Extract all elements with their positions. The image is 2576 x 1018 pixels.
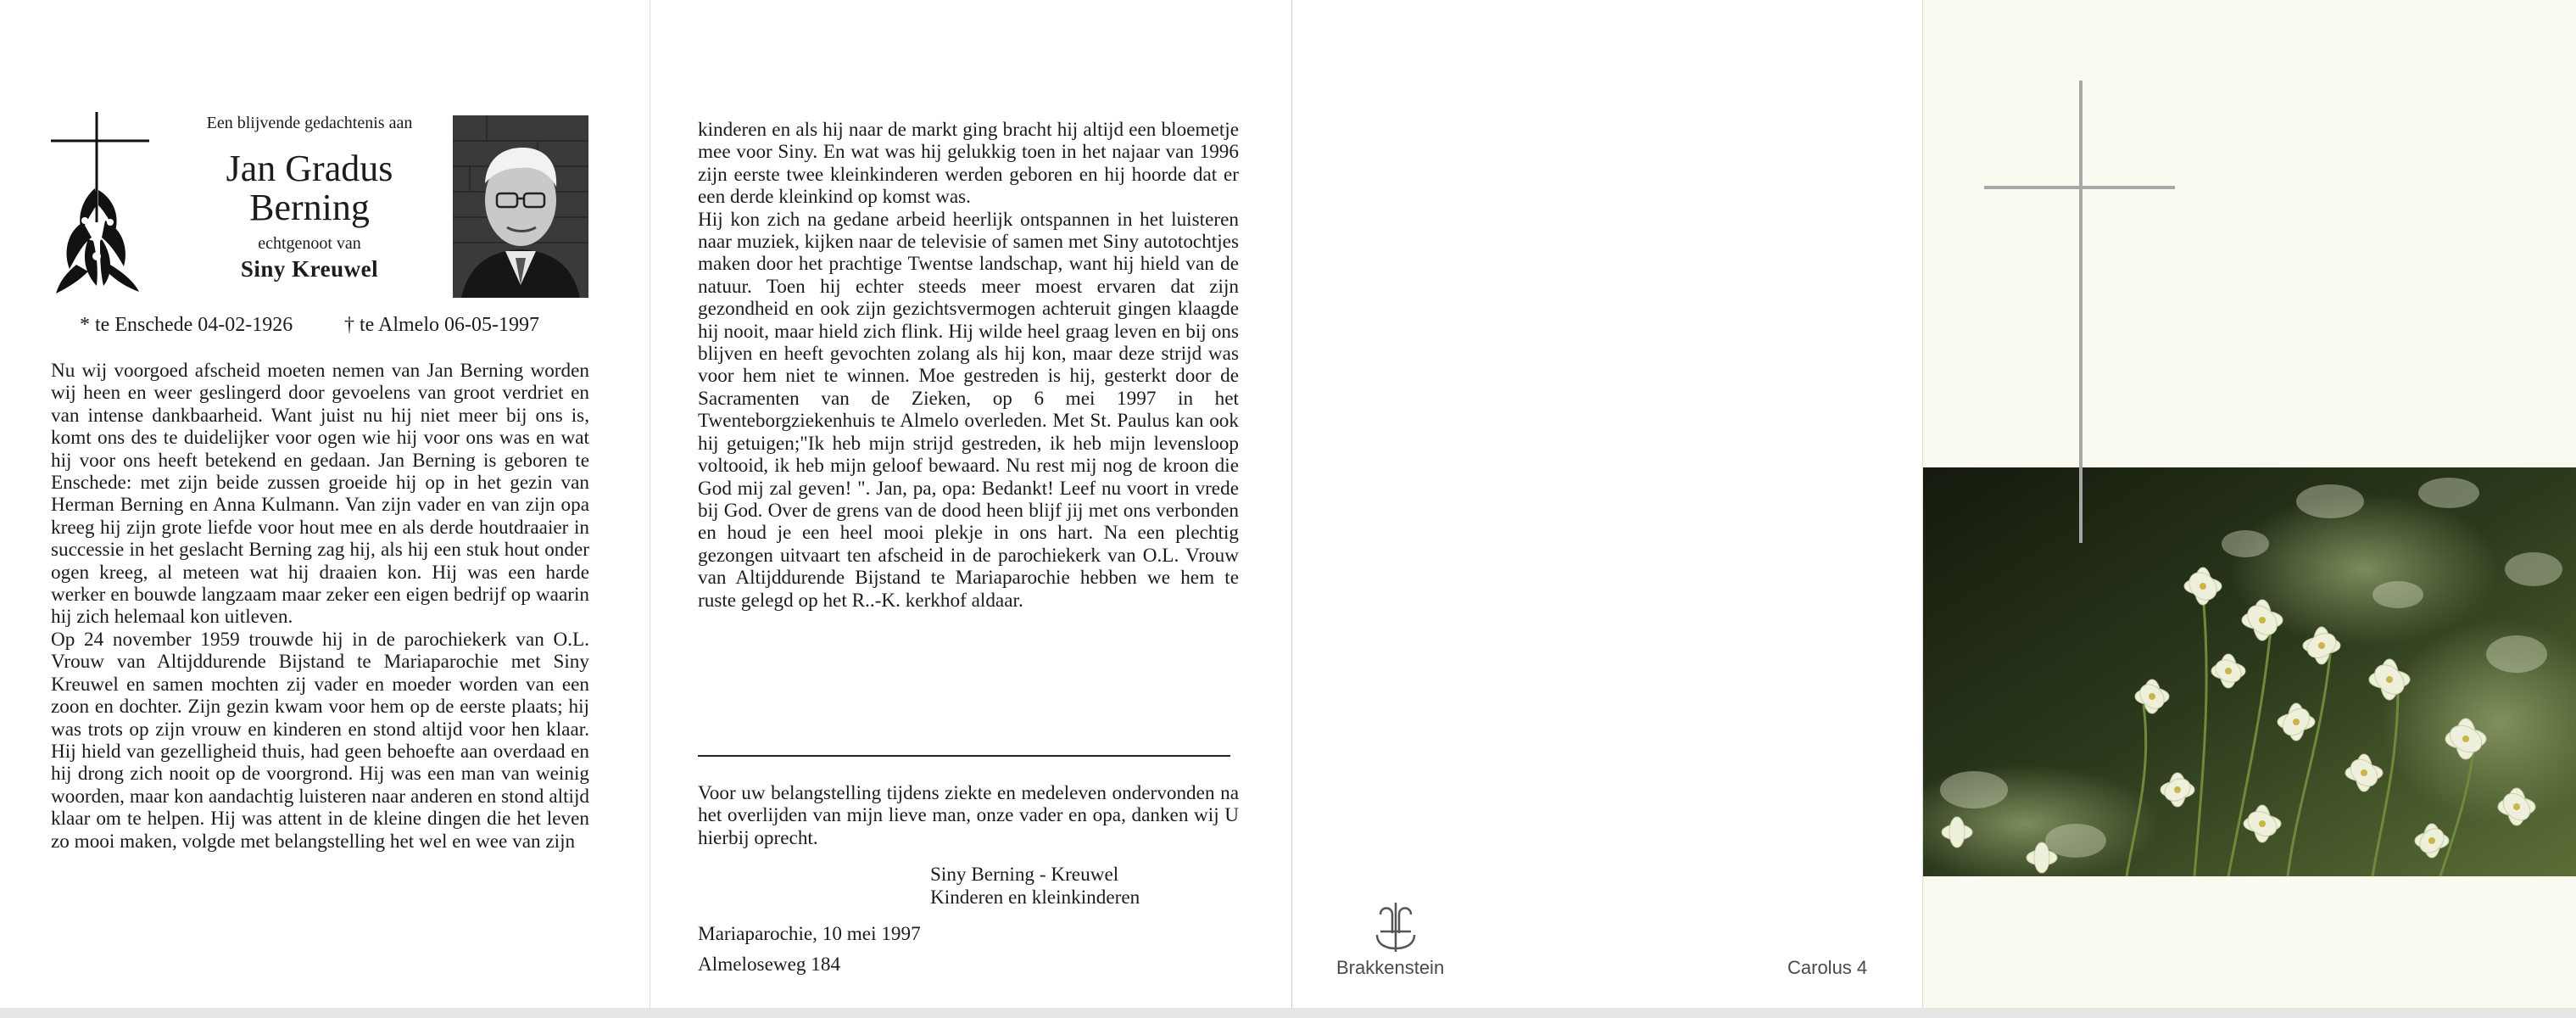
name-line-1: Jan Gradus [226, 148, 393, 189]
card-back [1292, 0, 1923, 1018]
paragraph: Nu wij voorgoed afscheid moeten nemen van Jan Berning worden wij heen en weer geslingerd door gevoelens van groot verdriet en van intense dankbaarheid. Want juist nu hij niet meer bij ons is, komt ons des te duidelijker voor ogen wie hij voor ons was en wat hij voor ons heeft betekend en gedaan. Jan Berning is geboren te Enschede: met zijn beide zussen groeide hij op in het gezin van Herman Berning en Anna Kulmann. Van zijn vader en van zijn opa kreeg hij zijn grote liefde voor hout mee en als derde houtdraaier in successie in het geslacht Berning zag hij, als hij een stuk hout onder ogen kreeg, al meteen wat hij draaien kon. Hij was een harde werker en bouwde langzaam maar zeker een eigen bedrijf op waarin hij zich helemaal kon uitleven. [51, 360, 589, 629]
signature-line-2: Kinderen en kleinkinderen [930, 887, 1140, 909]
intro-text: Een blijvende gedachtenis aan [206, 114, 413, 132]
address: Almeloseweg 184 [698, 954, 841, 976]
birth-date: * te Enschede 04-02-1926 [80, 314, 293, 336]
obituary-text-right [698, 119, 1239, 612]
death-date: † te Almelo 06-05-1997 [344, 314, 539, 336]
publisher-logo-icon [1372, 901, 1419, 954]
divider [698, 755, 1230, 757]
paragraph: kinderen en als hij naar de markt ging bracht hij altijd een bloemetje mee voor Siny. En wat was hij gelukkig toen in het najaar van 1996 zijn eerste twee kleinkinderen werden geboren en hij hoorde dat er een derde kleinkind op komst was. [698, 119, 1239, 209]
place-date: Mariaparochie, 10 mei 1997 [698, 923, 921, 945]
series-label: Carolus 4 [1787, 957, 1868, 978]
cross-lily-icon [51, 112, 153, 299]
publisher-name: Brakkenstein [1336, 957, 1445, 978]
scan-bottom-edge [0, 1008, 2576, 1018]
signature-line-1: Siny Berning - Kreuwel [930, 864, 1119, 886]
thanks-text: Voor uw belangstelling tijdens ziekte en medeleven ondervonden na het overlijden van mijn lieve man, onze vader en opa, danken wij U hierbij oprecht. [698, 782, 1239, 849]
name-line-2: Berning [249, 187, 370, 228]
obituary-text-left [51, 360, 589, 853]
portrait-photo [453, 115, 588, 298]
paragraph: Hij kon zich na gedane arbeid heerlijk ontspannen in het luisteren naar muziek, kijken naar de televisie of samen met Siny autotochtjes maken door het prachtige Twentse landschap, want hij hield van de natuur. Toen hij echter steeds meer moest ervaren dat zijn gezondheid en ook zijn gezichtsvermogen achteruit gingen klaagde hij nooit, maar hield zich flink. Hij wilde heel graag leven en bij ons blijven en heeft gevochten zolang als hij kon, maar deze strijd was voor hem niet te winnen. Moe gestreden is hij, gesterkt door de Sacramenten van de Zieken, op 6 mei 1997 in het Twenteborgziekenhuis te Almelo overleden. Met St. Paulus kan ook hij getuigen;"Ik heb mijn strijd gestreden, ik heb mijn levensloop voltooid, ik heb mijn geloof bewaard. Nu rest mij nog de kroon die God mij zal geven! ". Jan, pa, opa: Bedankt! Leef nu voort in vrede bij God. Over de grens van de dood heen blijf jij met ons verbonden en houd je een heel mooi plekje in ons hart. Na een plechtig gezongen uitvaart ten afscheid in de parochiekerk van O.L. Vrouw van Altijddurende Bijstand te Mariaparochie hebben we hem te ruste gelegd op het R..-K. kerkhof aldaar. [698, 208, 1239, 612]
spouse-name: Siny Kreuwel [240, 256, 379, 282]
paragraph: Op 24 november 1959 trouwde hij in de parochiekerk van O.L. Vrouw van Altijddurende Bijstand te Mariaparochie met Siny Kreuwel en samen mochten zij vader en moeder worden van een zoon en dochter. Zijn gezin kwam voor hem op de eerste plaats; hij was trots op zijn vrouw en kinderen en stond altijd voor hen klaar. Hij hield van gezelligheid thuis, had geen behoefte aan overdaad en hij drong zich nooit op de voorgrond. Hij was een man van weinig woorden, maar kon aandachtig luisteren naar anderen en stond altijd klaar om te helpen. Hij was attent in de kleine dingen die het leven zo mooi maken, volgde met belangstelling het wel en wee van zijn [51, 628, 589, 853]
deceased-name [182, 149, 437, 227]
spouse-label: echtgenoot van [258, 234, 361, 253]
cross-icon [1984, 81, 2188, 543]
